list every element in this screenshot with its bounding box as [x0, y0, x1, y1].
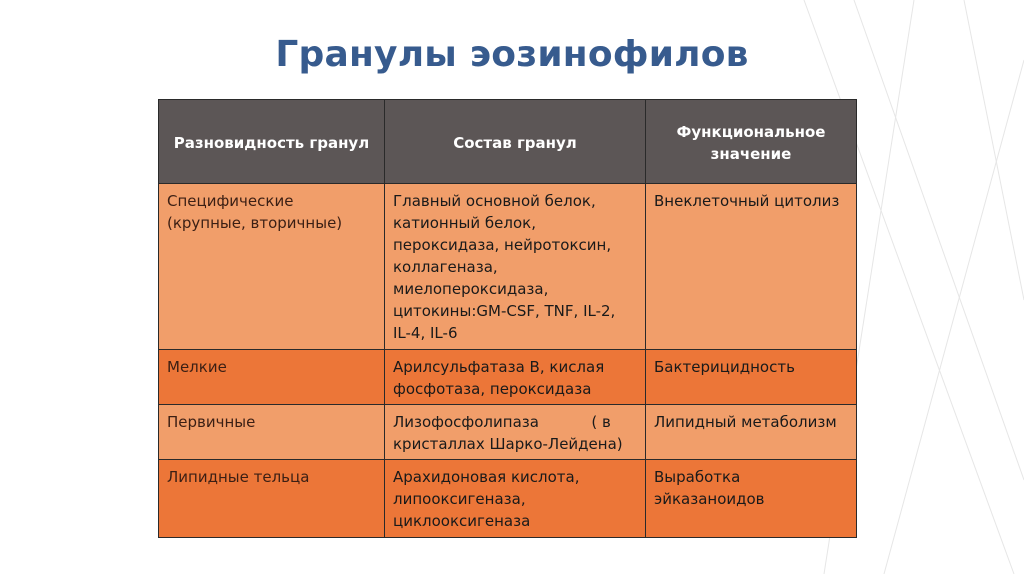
granule-composition-cell: Арахидоновая кислота, липооксигеназа, циклооксигеназа: [385, 460, 646, 538]
granule-composition-cell: Лизофосфолипаза ( в кристаллах Шарко-Лейдена): [385, 405, 646, 460]
granule-function-cell: Выработка эйказаноидов: [646, 460, 857, 538]
granule-type-cell: Первичные: [159, 405, 385, 460]
granule-composition-cell: Арилсульфатаза В, кислая фосфотаза, пероксидаза: [385, 350, 646, 405]
table-row: [159, 460, 857, 538]
granule-type-cell: Липидные тельца: [159, 460, 385, 538]
granule-composition-cell: Главный основной белок, катионный белок, пероксидаза, нейротоксин, коллагеназа, миелопероксидаза, цитокины:GM-CSF, TNF, IL-2, IL-4, IL-6: [385, 184, 646, 350]
table-row: [159, 405, 857, 460]
table-row: [159, 184, 857, 350]
slide-title: Гранулы эозинофилов: [275, 34, 749, 75]
header-function: Функциональное значение: [646, 100, 857, 184]
granule-type-cell: Мелкие: [159, 350, 385, 405]
header-type: Разновидность гранул: [159, 100, 385, 184]
header-composition: Состав гранул: [385, 100, 646, 184]
granules-table: [158, 99, 857, 538]
granule-function-cell: Бактерицидность: [646, 350, 857, 405]
table-header-row: [159, 100, 857, 184]
granule-type-cell: Специфические (крупные, вторичные): [159, 184, 385, 350]
table-row: [159, 350, 857, 405]
granule-function-cell: Внеклеточный цитолиз: [646, 184, 857, 350]
granule-function-cell: Липидный метаболизм: [646, 405, 857, 460]
